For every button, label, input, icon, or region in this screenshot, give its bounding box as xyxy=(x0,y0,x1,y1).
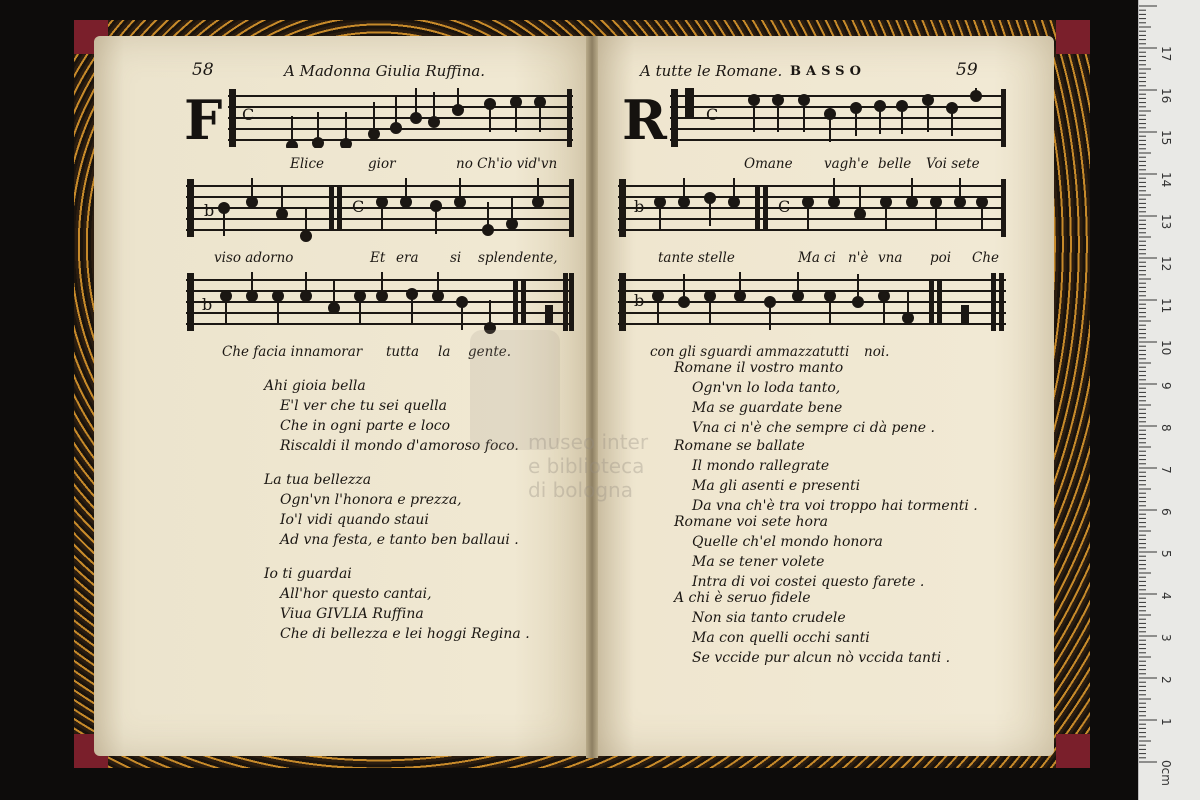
verse-line: Io ti guardai xyxy=(264,566,352,582)
ruler-mark: 17 xyxy=(1159,46,1173,62)
ruler-mark: 14 xyxy=(1159,172,1173,188)
lyric-right-2-word: ci xyxy=(824,250,836,266)
watermark-line: museo inter xyxy=(528,430,649,454)
lyric-left-3-word: gente. xyxy=(468,344,512,360)
initial-letter-right: R xyxy=(622,88,667,152)
lyric-left-1-word: Elice xyxy=(290,156,325,172)
watermark-line: di bologna xyxy=(528,478,633,502)
ruler-mark: 7 xyxy=(1159,466,1173,474)
running-head-right: A tutte le Romane. xyxy=(640,62,783,80)
lyric-right-2-word: poi xyxy=(930,250,952,266)
initial-letter-left: F xyxy=(184,88,223,152)
music-staff-left-3 xyxy=(186,272,578,338)
ruler-mark: 2 xyxy=(1159,676,1173,684)
lyric-right-1-word: vagh'e xyxy=(824,156,869,172)
svg-text:b: b xyxy=(634,291,645,310)
lyric-left-2-word: Et xyxy=(370,250,386,266)
lyric-left-1-word: gior xyxy=(368,156,396,172)
verse-line: Ma con quelli occhi santi xyxy=(692,630,870,646)
ruler-unit-label: 0cm xyxy=(1159,760,1173,786)
ruler-mark: 8 xyxy=(1159,424,1173,432)
ruler-mark: 9 xyxy=(1159,382,1173,390)
svg-text:C: C xyxy=(706,105,719,124)
ruler-mark: 1 xyxy=(1159,718,1173,726)
svg-text:C: C xyxy=(242,105,255,124)
ruler-mark: 6 xyxy=(1159,508,1173,516)
lyric-left-2-word: splendente, xyxy=(478,250,558,266)
binding-corner xyxy=(1056,734,1090,768)
verse-line: E'l ver che tu sei quella xyxy=(280,398,447,414)
ruler-mark: 4 xyxy=(1159,592,1173,600)
verse-line: Romane il vostro manto xyxy=(674,360,844,376)
lyric-right-3-word: noi. xyxy=(864,344,890,360)
watermark-text xyxy=(528,430,648,502)
verse-line: Che di bellezza e lei hoggi Regina . xyxy=(280,626,530,642)
ruler-mark: 3 xyxy=(1159,634,1173,642)
lyric-right-2-word: tante stelle xyxy=(658,250,735,266)
ruler-mark: 13 xyxy=(1159,214,1173,230)
ruler-mark: 12 xyxy=(1159,256,1173,272)
lyric-left-3-word: tutta xyxy=(386,344,420,360)
verse-line: Romane voi sete hora xyxy=(674,514,828,530)
verse-line: Ogn'vn lo loda tanto, xyxy=(692,380,841,396)
verse-line: Riscaldi il mondo d'amoroso foco. xyxy=(280,438,519,454)
lyric-right-2-word: n'è xyxy=(848,250,869,266)
watermark-line: e biblioteca xyxy=(528,454,645,478)
page-number-right: 59 xyxy=(956,60,978,80)
lyric-left-3-word: la xyxy=(438,344,451,360)
verse-line: Ma se guardate bene xyxy=(692,400,843,416)
verse-line: All'hor questo cantai, xyxy=(280,586,432,602)
verse-line: Da vna ch'è tra voi troppo hai tormenti . xyxy=(692,498,978,514)
voice-part-label: BASSO xyxy=(790,64,866,79)
music-staff-left-2 xyxy=(186,178,578,244)
lyric-right-1-word: Omane xyxy=(744,156,793,172)
lyric-left-1-word: no Ch'io vid'vn xyxy=(456,156,558,172)
verse-line: Romane se ballate xyxy=(674,438,805,454)
verse-line: La tua bellezza xyxy=(264,472,372,488)
verse-line: Ogn'vn l'honora e prezza, xyxy=(280,492,462,508)
verse-line: Ma gli asenti e presenti xyxy=(692,478,861,494)
verse-line: Viua GIVLIA Ruffina xyxy=(280,606,424,622)
svg-text:C: C xyxy=(352,197,365,216)
lyric-right-2-word: Ma xyxy=(798,250,820,266)
lyric-right-1-word: belle xyxy=(878,156,912,172)
verse-line: Ahi gioia bella xyxy=(264,378,366,394)
verse-line: Non sia tanto crudele xyxy=(692,610,846,626)
ruler-mark: 16 xyxy=(1159,88,1173,104)
verse-line: A chi è seruo fidele xyxy=(674,590,811,606)
ruler-mark: 10 xyxy=(1159,340,1173,356)
verse-line: Se vccide pur alcun nò vccida tanti . xyxy=(692,650,951,666)
lyric-left-2-word: viso adorno xyxy=(214,250,294,266)
verse-line: Vna ci n'è che sempre ci dà pene . xyxy=(692,420,935,436)
music-staff-right-3 xyxy=(618,272,1010,338)
lyric-left-2-word: era xyxy=(396,250,419,266)
verse-line: Io'l vidi quando staui xyxy=(280,512,429,528)
binding-corner xyxy=(1056,20,1090,54)
verse-line: Quelle ch'el mondo honora xyxy=(692,534,883,550)
running-head-left: A Madonna Giulia Ruffina. xyxy=(284,62,486,80)
lyric-right-1-word: Voi sete xyxy=(926,156,980,172)
lyric-right-2-word: Che xyxy=(972,250,1000,266)
verse-line: Che in ogni parte e loco xyxy=(280,418,451,434)
ruler-mark: 11 xyxy=(1159,298,1173,314)
lyric-right-2-word: vna xyxy=(878,250,903,266)
measuring-ruler xyxy=(1138,0,1200,800)
lyric-right-3-word: con gli sguardi ammazza xyxy=(650,344,821,360)
page-number-left: 58 xyxy=(192,60,214,80)
verse-line: Ad vna festa, e tanto ben ballaui . xyxy=(280,532,519,548)
music-staff-right-2 xyxy=(618,178,1010,244)
ruler-mark: 5 xyxy=(1159,550,1173,558)
lyric-left-2-word: si xyxy=(450,250,462,266)
ruler-mark: 15 xyxy=(1159,130,1173,146)
svg-text:C: C xyxy=(778,197,791,216)
svg-text:b: b xyxy=(204,201,215,220)
verse-line: Ma se tener volete xyxy=(692,554,825,570)
open-book xyxy=(94,36,1058,764)
music-staff-left-1 xyxy=(228,88,576,148)
lyric-right-3-word: tutti xyxy=(820,344,850,360)
verse-line: Intra di voi costei questo farete . xyxy=(692,574,925,590)
music-staff-right-1 xyxy=(670,88,1010,148)
lyric-left-3-word: Che facia innamorar xyxy=(222,344,363,360)
book-gutter xyxy=(586,36,598,758)
verse-line: Il mondo rallegrate xyxy=(692,458,830,474)
svg-text:b: b xyxy=(634,197,645,216)
svg-text:b: b xyxy=(202,295,213,314)
